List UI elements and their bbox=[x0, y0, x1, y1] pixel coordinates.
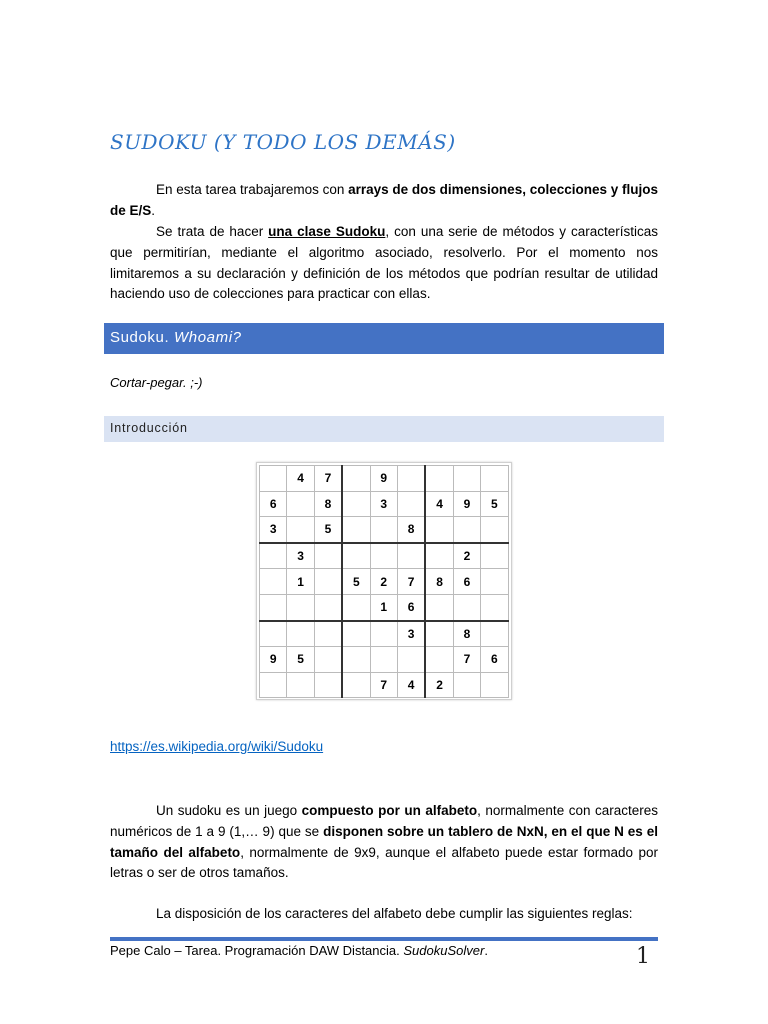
sudoku-cell bbox=[453, 466, 480, 492]
intro-text-end: . bbox=[151, 202, 156, 218]
sudoku-cell: 5 bbox=[287, 647, 314, 673]
sudoku-cell bbox=[314, 647, 342, 673]
sudoku-cell: 7 bbox=[314, 466, 342, 492]
intro-text: Se trata de hacer bbox=[156, 224, 269, 239]
sudoku-description-paragraph bbox=[110, 801, 658, 884]
sudoku-row bbox=[260, 569, 509, 595]
sudoku-cell: 2 bbox=[425, 672, 453, 698]
footer-text bbox=[110, 943, 488, 958]
sudoku-row bbox=[260, 491, 509, 517]
sudoku-cell: 3 bbox=[260, 517, 287, 543]
heading-italic-text: Whoami? bbox=[174, 329, 242, 346]
rules-intro-paragraph: La disposición de los caracteres del alfabeto debe cumplir las siguientes reglas: bbox=[156, 906, 633, 921]
sudoku-cell: 4 bbox=[287, 466, 314, 492]
footer-plain: Pepe Calo – Tarea. Programación DAW Distancia. bbox=[110, 943, 404, 958]
sudoku-cell bbox=[314, 543, 342, 569]
sudoku-cell: 2 bbox=[453, 543, 480, 569]
sudoku-row bbox=[260, 517, 509, 543]
sudoku-cell bbox=[481, 466, 508, 492]
sudoku-cell bbox=[481, 621, 508, 647]
intro-bold-text: arrays de dos dimensiones, colecciones y flujos de E/S bbox=[110, 182, 659, 218]
sudoku-grid bbox=[259, 465, 509, 698]
sudoku-cell: 7 bbox=[397, 569, 425, 595]
wikipedia-link[interactable]: https://es.wikipedia.org/wiki/Sudoku bbox=[110, 739, 324, 754]
sudoku-cell bbox=[342, 517, 370, 543]
sudoku-cell bbox=[287, 594, 314, 620]
sudoku-cell bbox=[314, 621, 342, 647]
sudoku-cell: 3 bbox=[370, 491, 397, 517]
footer-end: . bbox=[484, 943, 488, 958]
desc-bold-a: compuesto por un alfabeto bbox=[301, 803, 478, 818]
sudoku-cell bbox=[397, 543, 425, 569]
sudoku-cell bbox=[370, 647, 397, 673]
desc-text-a: Un sudoku es un juego bbox=[156, 803, 302, 818]
intro-paragraph-2 bbox=[110, 222, 658, 305]
sudoku-cell: 6 bbox=[481, 647, 508, 673]
sudoku-cell bbox=[425, 647, 453, 673]
sudoku-cell: 5 bbox=[481, 491, 508, 517]
sudoku-cell bbox=[397, 491, 425, 517]
sudoku-cell: 7 bbox=[370, 672, 397, 698]
cut-paste-note: Cortar-pegar. ;-) bbox=[110, 375, 203, 390]
section-heading-whoami bbox=[104, 323, 664, 354]
sudoku-cell bbox=[287, 621, 314, 647]
sudoku-cell bbox=[314, 569, 342, 595]
sudoku-cell: 9 bbox=[370, 466, 397, 492]
sudoku-cell: 2 bbox=[370, 569, 397, 595]
sudoku-cell: 1 bbox=[370, 594, 397, 620]
page-number: 1 bbox=[636, 944, 650, 969]
sudoku-cell: 6 bbox=[453, 569, 480, 595]
sudoku-cell bbox=[287, 491, 314, 517]
sudoku-cell bbox=[425, 543, 453, 569]
sudoku-cell bbox=[287, 672, 314, 698]
sudoku-cell bbox=[342, 466, 370, 492]
sudoku-cell bbox=[453, 517, 480, 543]
sudoku-cell bbox=[342, 594, 370, 620]
sudoku-cell bbox=[342, 491, 370, 517]
sudoku-cell bbox=[453, 672, 480, 698]
sudoku-cell bbox=[425, 466, 453, 492]
sudoku-cell: 8 bbox=[425, 569, 453, 595]
sudoku-cell: 4 bbox=[397, 672, 425, 698]
desc-text-b: , normalmente con caracteres numéricos de 1 a 9 (1,… 9) que se bbox=[110, 803, 658, 839]
sudoku-cell bbox=[481, 594, 508, 620]
sudoku-row bbox=[260, 647, 509, 673]
sudoku-cell bbox=[370, 621, 397, 647]
sudoku-cell: 9 bbox=[260, 647, 287, 673]
sudoku-cell bbox=[370, 517, 397, 543]
sudoku-cell bbox=[260, 543, 287, 569]
sudoku-cell bbox=[260, 466, 287, 492]
sudoku-cell: 3 bbox=[287, 543, 314, 569]
sudoku-cell bbox=[260, 594, 287, 620]
intro-underlined-text: una clase Sudoku bbox=[268, 224, 386, 239]
sudoku-cell bbox=[342, 672, 370, 698]
sudoku-cell bbox=[481, 672, 508, 698]
desc-bold-b: disponen sobre un tablero de NxN, en el que N es el tamaño del alfabeto bbox=[110, 823, 658, 860]
sudoku-cell bbox=[314, 672, 342, 698]
sudoku-cell bbox=[287, 517, 314, 543]
intro-paragraph-1 bbox=[110, 180, 658, 222]
document-title: SUDOKU (Y TODO LOS DEMÁS) bbox=[110, 130, 456, 154]
sudoku-cell: 9 bbox=[453, 491, 480, 517]
sudoku-cell: 5 bbox=[342, 569, 370, 595]
sudoku-cell bbox=[397, 647, 425, 673]
sudoku-cell: 4 bbox=[425, 491, 453, 517]
sudoku-cell: 6 bbox=[397, 594, 425, 620]
sudoku-cell bbox=[397, 466, 425, 492]
sudoku-cell: 8 bbox=[397, 517, 425, 543]
sudoku-cell bbox=[260, 672, 287, 698]
footer-divider bbox=[110, 937, 658, 941]
desc-text-c: , normalmente de 9x9, aunque el alfabeto puede estar formado por letras o ser de otros tamaños. bbox=[110, 844, 658, 881]
sudoku-cell bbox=[342, 621, 370, 647]
sudoku-row bbox=[260, 621, 509, 647]
section-heading-introduccion bbox=[104, 416, 664, 442]
intro-text: En esta tarea trabajaremos con bbox=[156, 182, 349, 197]
sudoku-row bbox=[260, 594, 509, 620]
intro-text-rest: , con una serie de métodos y características que permitirían, mediante el algoritmo asociado, resolverlo. Por el momento nos limitaremos a su declaración y definición de los métodos que podrían resultar de utilidad haciendo uso de colecciones para practicar con ellas. bbox=[110, 224, 658, 302]
sudoku-cell bbox=[342, 647, 370, 673]
sudoku-row bbox=[260, 672, 509, 698]
heading-plain-text: Sudoku. bbox=[110, 329, 175, 346]
sudoku-cell bbox=[425, 621, 453, 647]
sudoku-cell: 7 bbox=[453, 647, 480, 673]
sudoku-cell bbox=[370, 543, 397, 569]
sudoku-cell bbox=[481, 569, 508, 595]
sudoku-cell bbox=[425, 594, 453, 620]
sudoku-cell: 1 bbox=[287, 569, 314, 595]
sudoku-row bbox=[260, 543, 509, 569]
sudoku-image bbox=[256, 462, 512, 700]
sudoku-cell: 6 bbox=[260, 491, 287, 517]
sudoku-cell bbox=[453, 594, 480, 620]
heading-text: Introducción bbox=[110, 421, 188, 435]
sudoku-cell: 3 bbox=[397, 621, 425, 647]
sudoku-cell: 8 bbox=[314, 491, 342, 517]
sudoku-cell bbox=[342, 543, 370, 569]
sudoku-cell bbox=[425, 517, 453, 543]
sudoku-cell bbox=[260, 621, 287, 647]
sudoku-cell bbox=[481, 517, 508, 543]
footer-italic: SudokuSolver bbox=[403, 943, 485, 958]
sudoku-cell bbox=[314, 594, 342, 620]
sudoku-row bbox=[260, 466, 509, 492]
sudoku-cell bbox=[260, 569, 287, 595]
sudoku-cell bbox=[481, 543, 508, 569]
sudoku-cell: 8 bbox=[453, 621, 480, 647]
sudoku-cell: 5 bbox=[314, 517, 342, 543]
